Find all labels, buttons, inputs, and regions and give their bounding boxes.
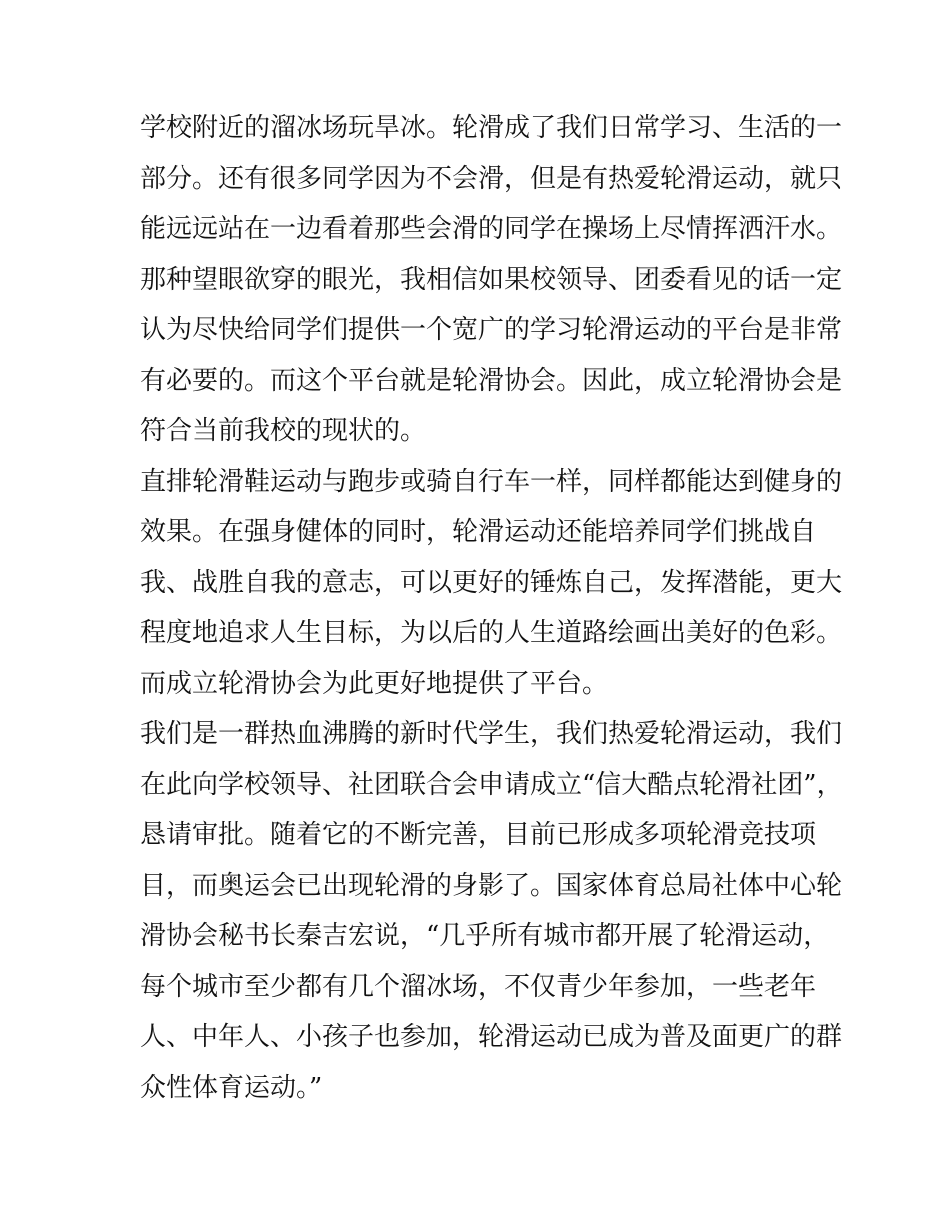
text-line: 滑协会秘书长秦吉宏说，“几乎所有城市都开展了轮滑运动， (140, 921, 830, 951)
text-line: 恳请审批。随着它的不断完善，目前已形成多项轮滑竞技项 (140, 820, 817, 850)
text-line: 每个城市至少都有几个溜冰场，不仅青少年参加，一些老年 (140, 971, 817, 1002)
text-line: 效果。在强身健体的同时，轮滑运动还能培养同学们挑战自 (140, 517, 817, 547)
text-line: 我们是一群热血沸腾的新时代学生，我们热爱轮滑运动，我们 (140, 719, 843, 749)
text-line: 直排轮滑鞋运动与跑步或骑自行车一样，同样都能达到健身的 (140, 466, 843, 497)
text-line: 我、战胜自我的意志，可以更好的锤炼自己，发挥潜能，更大 (140, 567, 843, 598)
text-line: 学校附近的溜冰场玩旱冰。轮滑成了我们日常学习、生活的一 (140, 113, 843, 143)
body-text (140, 103, 843, 1113)
text-line: 而成立轮滑协会为此更好地提供了平台。 (140, 668, 609, 699)
text-line: 认为尽快给同学们提供一个宽广的学习轮滑运动的平台是非常 (140, 315, 843, 345)
text-line: 能远远站在一边看着那些会滑的同学在操场上尽情挥洒汗水。 (140, 214, 843, 244)
text-line: 众性体育运动。” (140, 1072, 323, 1103)
text-line: 目，而奥运会已出现轮滑的身影了。国家体育总局社体中心轮 (140, 870, 843, 901)
text-line: 在此向学校领导、社团联合会申请成立“信大酷点轮滑社团”， (140, 769, 843, 800)
text-line: 人、中年人、小孩子也参加，轮滑运动已成为普及面更广的群 (140, 1022, 843, 1052)
text-line: 部分。还有很多同学因为不会滑，但是有热爱轮滑运动，就只 (140, 163, 843, 194)
text-line: 符合当前我校的现状的。 (140, 416, 427, 446)
text-line: 那种望眼欲穿的眼光，我相信如果校领导、团委看见的话一定 (140, 264, 843, 295)
text-line: 有必要的。而这个平台就是轮滑协会。因此，成立轮滑协会是 (140, 365, 843, 396)
text-line: 程度地追求人生目标，为以后的人生道路绘画出美好的色彩。 (140, 618, 843, 648)
